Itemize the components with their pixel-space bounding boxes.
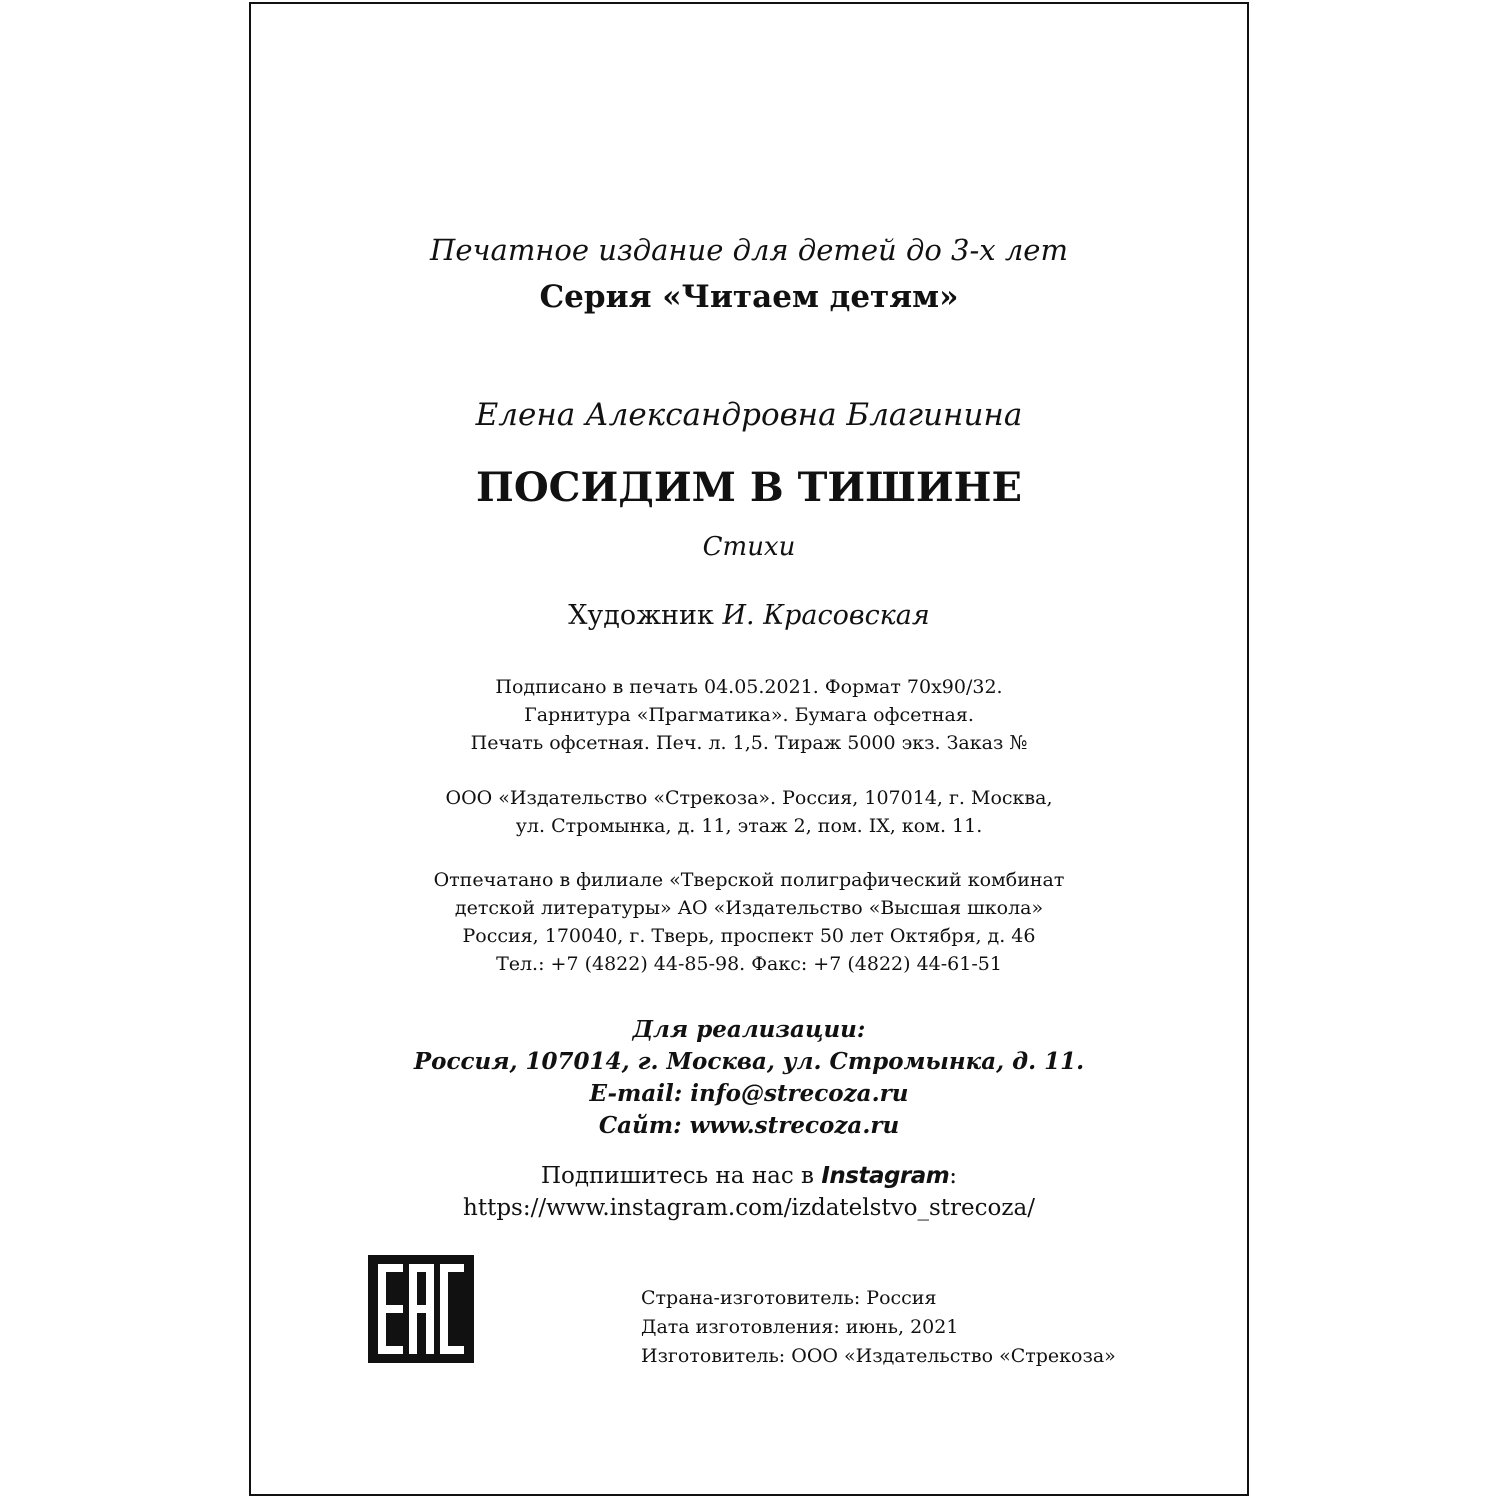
audience-subtitle: Печатное издание для детей до 3-х лет — [430, 233, 1068, 267]
book-title: ПОСИДИМ В ТИШИНЕ — [476, 464, 1022, 511]
manufacturer-info — [641, 1284, 1116, 1371]
social-prompt — [251, 1160, 1247, 1192]
printer-line: Отпечатано в филиале «Тверской полиграфический комбинат — [433, 869, 1065, 891]
social-prefix: Подпишитесь на нас в — [540, 1163, 822, 1189]
illustrator-credit — [251, 602, 1247, 629]
publisher-info — [251, 784, 1247, 840]
printer-info — [251, 866, 1247, 978]
series-name: Серия «Читаем детям» — [539, 279, 959, 315]
book-page — [249, 2, 1249, 1496]
author-name: Елена Александровна Благинина — [475, 397, 1023, 433]
social-info — [251, 1160, 1247, 1224]
manufacturer-date: Дата изготовления: июнь, 2021 — [641, 1316, 959, 1338]
sales-website: Сайт: www.strecoza.ru — [598, 1112, 900, 1139]
book-genre: Стихи — [702, 532, 796, 562]
social-suffix: : — [949, 1163, 958, 1189]
printer-line: Тел.: +7 (4822) 44-85-98. Факс: +7 (4822) 44-61-51 — [496, 953, 1002, 975]
publisher-line: ул. Стромынка, д. 11, этаж 2, пом. IX, ком. 11. — [515, 815, 983, 837]
sales-info — [251, 1014, 1247, 1142]
sales-address: Россия, 107014, г. Москва, ул. Стромынка, д. 11. — [413, 1048, 1085, 1075]
printer-line: Россия, 170040, г. Тверь, проспект 50 лет Октября, д. 46 — [462, 925, 1036, 947]
print-info-line: Гарнитура «Прагматика». Бумага офсетная. — [524, 704, 974, 726]
instagram-url: https://www.instagram.com/izdatelstvo_strecoza/ — [463, 1195, 1035, 1221]
publisher-line: ООО «Издательство «Стрекоза». Россия, 107014, г. Москва, — [445, 787, 1053, 809]
illustrator-label: Художник — [568, 600, 723, 631]
print-info-line: Печать офсетная. Печ. л. 1,5. Тираж 5000 экз. Заказ № — [470, 732, 1028, 754]
print-info — [251, 673, 1247, 757]
print-info-line: Подписано в печать 04.05.2021. Формат 70х90/32. — [495, 676, 1003, 698]
illustrator-name: И. Красовская — [722, 600, 930, 631]
sales-heading: Для реализации: — [632, 1016, 866, 1043]
instagram-wordmark: Instagram — [821, 1163, 950, 1189]
eac-mark-icon — [368, 1255, 474, 1363]
sales-email: E-mail: info@strecoza.ru — [589, 1080, 909, 1107]
manufacturer-country: Страна-изготовитель: Россия — [641, 1287, 937, 1309]
printer-line: детской литературы» АО «Издательство «Высшая школа» — [454, 897, 1044, 919]
manufacturer-name: Изготовитель: ООО «Издательство «Стрекоза» — [641, 1345, 1116, 1367]
